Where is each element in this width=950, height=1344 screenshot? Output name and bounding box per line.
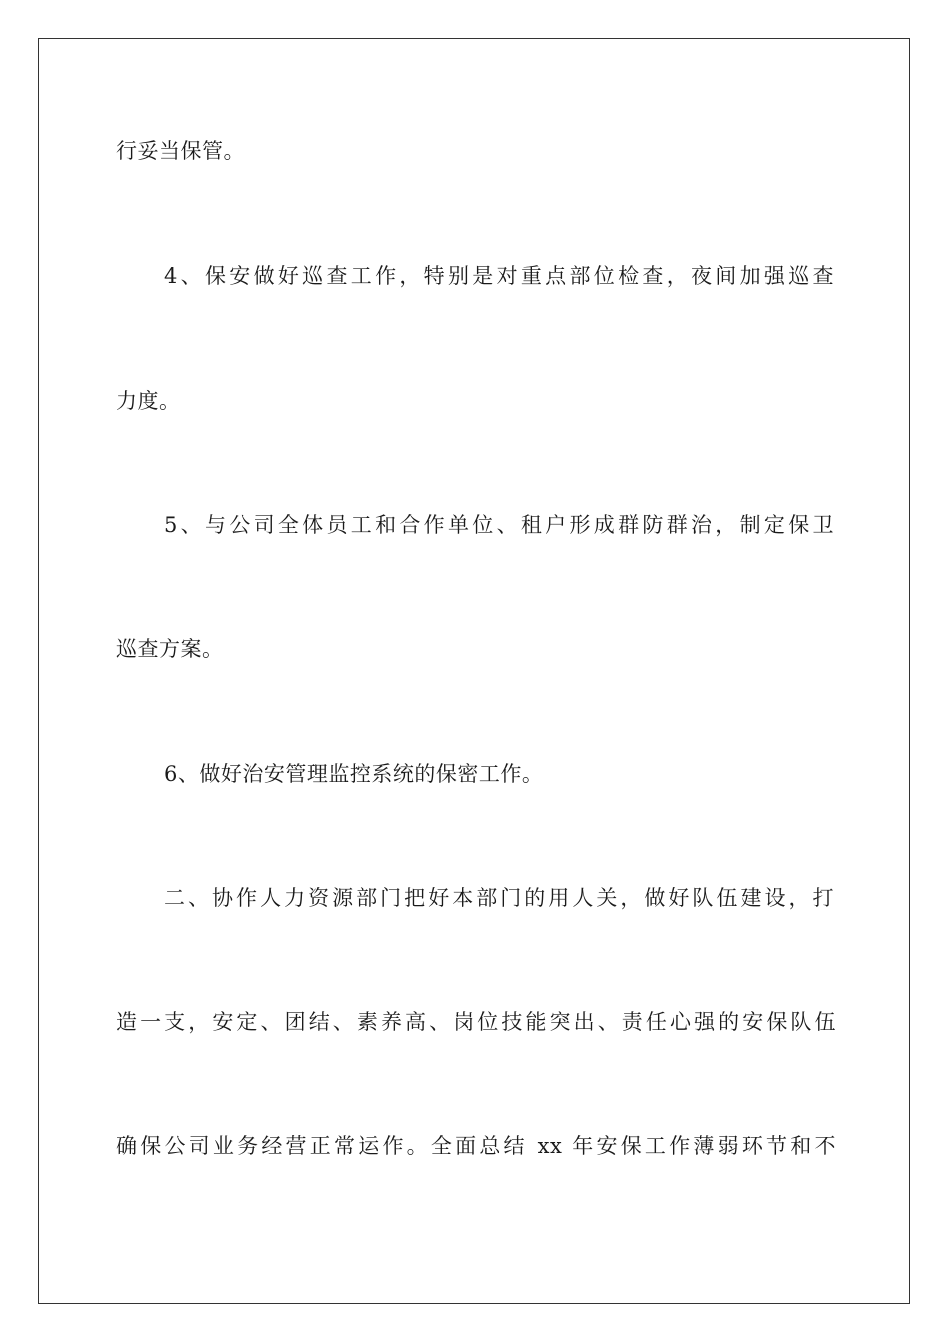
text-line-3: 力度。 <box>116 389 181 413</box>
text-line-8: 造一支，安定、团结、素养高、岗位技能突出、责任心强的安保队伍 <box>116 1010 836 1034</box>
text-line-4: 5、与公司全体员工和合作单位、租户形成群防群治，制定保卫 <box>164 513 834 537</box>
text-line-7: 二、协作人力资源部门把好本部门的用人关，做好队伍建设，打 <box>164 886 834 910</box>
text-line-6: 6、做好治安管理监控系统的保密工作。 <box>164 762 544 786</box>
text-line-9: 确保公司业务经营正常运作。全面总结 xx 年安保工作薄弱环节和不 <box>116 1134 836 1158</box>
text-line-1: 行妥当保管。 <box>116 139 245 163</box>
text-line-5: 巡查方案。 <box>116 637 224 661</box>
page-border <box>38 38 910 1304</box>
text-line-2: 4、保安做好巡查工作，特别是对重点部位检查，夜间加强巡查 <box>164 264 834 288</box>
